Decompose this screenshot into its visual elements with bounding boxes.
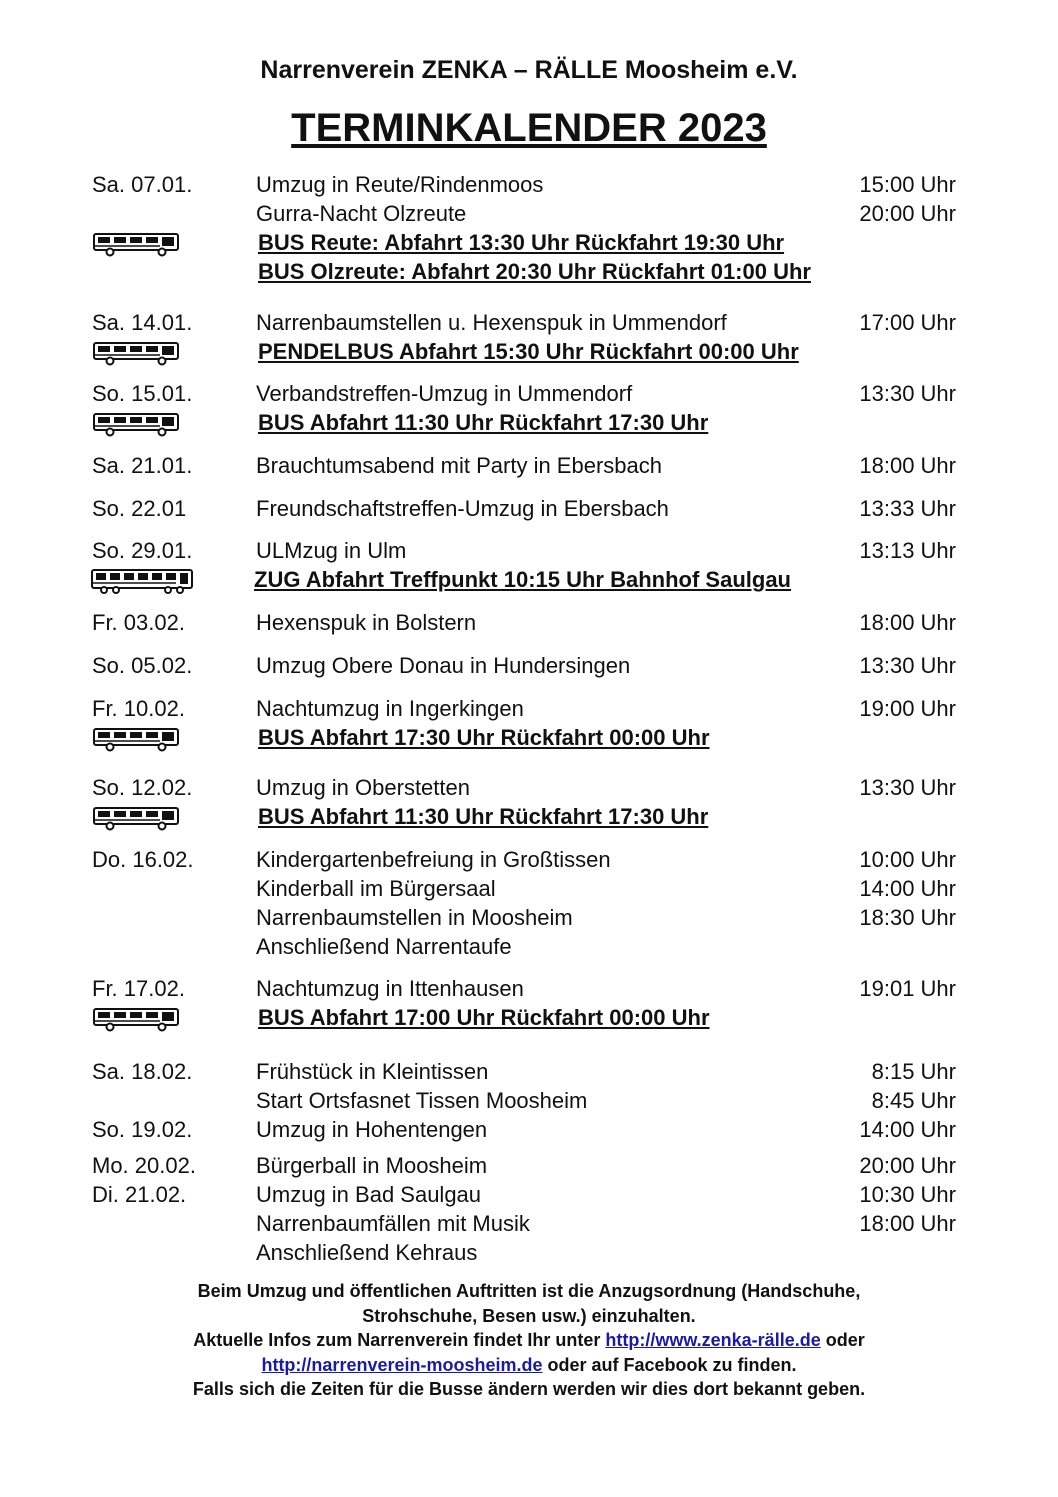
footer-line bbox=[0, 1328, 1058, 1353]
transport-info: BUS Reute: Abfahrt 13:30 Uhr Rückfahrt 19:30 Uhr bbox=[258, 230, 785, 255]
transport-row bbox=[0, 567, 1058, 595]
event-date: So. 12.02. bbox=[92, 775, 193, 800]
transport-row bbox=[0, 410, 1058, 438]
event-time: 13:30 Uhr bbox=[859, 381, 956, 406]
footer-line: Beim Umzug und öffentlichen Auftritten ist die Anzugsordnung (Handschuhe, bbox=[197, 1281, 861, 1301]
bus-icon bbox=[92, 231, 180, 257]
event-name: Brauchtumsabend mit Party in Ebersbach bbox=[256, 453, 662, 478]
event-time: 14:00 Uhr bbox=[859, 1117, 956, 1142]
event-name: Gurra-Nacht Olzreute bbox=[256, 201, 467, 226]
footer-text: oder bbox=[820, 1330, 865, 1350]
footer-line: Falls sich die Zeiten für die Busse ändern werden wir dies dort bekannt geben. bbox=[192, 1379, 866, 1399]
event-row bbox=[0, 310, 1058, 338]
event-name: Start Ortsfasnet Tissen Moosheim bbox=[256, 1088, 588, 1113]
event-time: 13:30 Uhr bbox=[859, 653, 956, 678]
event-row bbox=[0, 1153, 1058, 1181]
event-row bbox=[0, 1059, 1058, 1087]
event-row bbox=[0, 201, 1058, 229]
footer-text: oder auf Facebook zu finden. bbox=[542, 1354, 797, 1375]
transport-info: BUS Abfahrt 11:30 Uhr Rückfahrt 17:30 Uhr bbox=[258, 804, 709, 829]
event-name: Umzug Obere Donau in Hundersingen bbox=[256, 653, 631, 678]
event-row bbox=[0, 610, 1058, 638]
event-name: Narrenbaumfällen mit Musik bbox=[256, 1211, 530, 1236]
website-link[interactable]: http://narrenverein-moosheim.de bbox=[261, 1354, 543, 1375]
event-time: 13:30 Uhr bbox=[859, 775, 956, 800]
event-date: Fr. 10.02. bbox=[92, 696, 185, 721]
event-date: Fr. 17.02. bbox=[92, 976, 185, 1001]
event-name: Verbandstreffen-Umzug in Ummendorf bbox=[256, 381, 633, 406]
transport-info: BUS Abfahrt 11:30 Uhr Rückfahrt 17:30 Uhr bbox=[258, 410, 709, 435]
transport-row bbox=[0, 1005, 1058, 1033]
event-name: Hexenspuk in Bolstern bbox=[256, 610, 477, 635]
event-name: Bürgerball in Moosheim bbox=[256, 1153, 488, 1178]
event-time: 18:00 Uhr bbox=[859, 453, 956, 478]
transport-info: BUS Abfahrt 17:30 Uhr Rückfahrt 00:00 Uhr bbox=[258, 725, 710, 750]
event-row bbox=[0, 847, 1058, 875]
event-date: Mo. 20.02. bbox=[92, 1153, 196, 1178]
footer-text: Aktuelle Infos zum Narrenverein findet Ihr unter bbox=[193, 1330, 606, 1350]
event-time: 10:30 Uhr bbox=[859, 1182, 956, 1207]
event-time: 13:13 Uhr bbox=[859, 538, 956, 563]
transport-info: PENDELBUS Abfahrt 15:30 Uhr Rückfahrt 00:00 Uhr bbox=[258, 339, 799, 364]
page-title bbox=[0, 106, 1058, 151]
event-row bbox=[0, 172, 1058, 200]
transport-row bbox=[0, 725, 1058, 753]
transport-row bbox=[0, 259, 1058, 287]
transport-row bbox=[0, 339, 1058, 367]
transport-info: BUS Abfahrt 17:00 Uhr Rückfahrt 00:00 Uhr bbox=[258, 1005, 710, 1030]
bus-icon bbox=[92, 340, 180, 366]
title-text: TERMINKALENDER 2023 bbox=[291, 106, 767, 150]
event-name: Kinderball im Bürgersaal bbox=[256, 876, 496, 901]
transport-info: ZUG Abfahrt Treffpunkt 10:15 Uhr Bahnhof Saulgau bbox=[254, 567, 791, 592]
event-name: Anschließend Kehraus bbox=[256, 1240, 478, 1265]
footer-notes bbox=[0, 1279, 1058, 1402]
event-name: Umzug in Oberstetten bbox=[256, 775, 470, 800]
event-name: Umzug in Reute/Rindenmoos bbox=[256, 172, 544, 197]
event-name: Nachtumzug in Ittenhausen bbox=[256, 976, 524, 1001]
event-name: Umzug in Hohentengen bbox=[256, 1117, 488, 1142]
bus-icon bbox=[92, 726, 180, 752]
event-name: Nachtumzug in Ingerkingen bbox=[256, 696, 524, 721]
event-date: Sa. 18.02. bbox=[92, 1059, 193, 1084]
event-time: 19:00 Uhr bbox=[859, 696, 956, 721]
bus-icon bbox=[92, 411, 180, 437]
organization-name: Narrenverein ZENKA – RÄLLE Moosheim e.V. bbox=[260, 56, 798, 84]
event-row bbox=[0, 775, 1058, 803]
event-time: 20:00 Uhr bbox=[859, 1153, 956, 1178]
event-row bbox=[0, 876, 1058, 904]
bus-icon bbox=[92, 1006, 180, 1032]
event-time: 10:00 Uhr bbox=[859, 847, 956, 872]
event-date: So. 05.02. bbox=[92, 653, 193, 678]
event-row bbox=[0, 653, 1058, 681]
event-time: 18:30 Uhr bbox=[859, 905, 956, 930]
event-name: Narrenbaumstellen in Moosheim bbox=[256, 905, 573, 930]
event-row bbox=[0, 538, 1058, 566]
event-row bbox=[0, 905, 1058, 933]
event-row bbox=[0, 696, 1058, 724]
event-row bbox=[0, 1211, 1058, 1239]
event-row bbox=[0, 934, 1058, 962]
event-date: So. 15.01. bbox=[92, 381, 193, 406]
footer-line bbox=[0, 1353, 1058, 1378]
train-icon bbox=[90, 568, 194, 594]
event-time: 18:00 Uhr bbox=[859, 1211, 956, 1236]
footer-line: Strohschuhe, Besen usw.) einzuhalten. bbox=[362, 1305, 696, 1326]
event-time: 8:45 Uhr bbox=[871, 1088, 956, 1113]
event-time: 13:33 Uhr bbox=[859, 496, 956, 521]
event-name: Frühstück in Kleintissen bbox=[256, 1059, 489, 1084]
event-date: So. 29.01. bbox=[92, 538, 193, 563]
event-time: 8:15 Uhr bbox=[871, 1059, 956, 1084]
event-row bbox=[0, 496, 1058, 524]
bus-icon bbox=[92, 805, 180, 831]
event-date: So. 19.02. bbox=[92, 1117, 193, 1142]
event-name: Umzug in Bad Saulgau bbox=[256, 1182, 482, 1207]
event-name: Anschließend Narrentaufe bbox=[256, 934, 512, 959]
event-date: Sa. 07.01. bbox=[92, 172, 193, 197]
event-time: 20:00 Uhr bbox=[859, 201, 956, 226]
event-date: Sa. 21.01. bbox=[92, 453, 193, 478]
event-row bbox=[0, 1088, 1058, 1116]
event-row bbox=[0, 1240, 1058, 1268]
event-date: Fr. 03.02. bbox=[92, 610, 185, 635]
event-row bbox=[0, 381, 1058, 409]
event-row bbox=[0, 1182, 1058, 1210]
event-time: 15:00 Uhr bbox=[859, 172, 956, 197]
event-time: 18:00 Uhr bbox=[859, 610, 956, 635]
event-name: ULMzug in Ulm bbox=[256, 538, 407, 563]
event-row bbox=[0, 1117, 1058, 1145]
event-time: 14:00 Uhr bbox=[859, 876, 956, 901]
transport-info: BUS Olzreute: Abfahrt 20:30 Uhr Rückfahrt 01:00 Uhr bbox=[258, 259, 811, 284]
event-time: 17:00 Uhr bbox=[859, 310, 956, 335]
transport-row bbox=[0, 230, 1058, 258]
event-date: Do. 16.02. bbox=[92, 847, 194, 872]
transport-row bbox=[0, 804, 1058, 832]
event-date: Sa. 14.01. bbox=[92, 310, 193, 335]
event-date: Di. 21.02. bbox=[92, 1182, 187, 1207]
event-name: Kindergartenbefreiung in Großtissen bbox=[256, 847, 611, 872]
event-time: 19:01 Uhr bbox=[859, 976, 956, 1001]
event-name: Freundschaftstreffen-Umzug in Ebersbach bbox=[256, 496, 669, 521]
website-link[interactable]: http://www.zenka-rälle.de bbox=[605, 1330, 821, 1350]
event-row bbox=[0, 453, 1058, 481]
event-name: Narrenbaumstellen u. Hexenspuk in Ummendorf bbox=[256, 310, 727, 335]
event-row bbox=[0, 976, 1058, 1004]
event-date: So. 22.01 bbox=[92, 496, 187, 521]
